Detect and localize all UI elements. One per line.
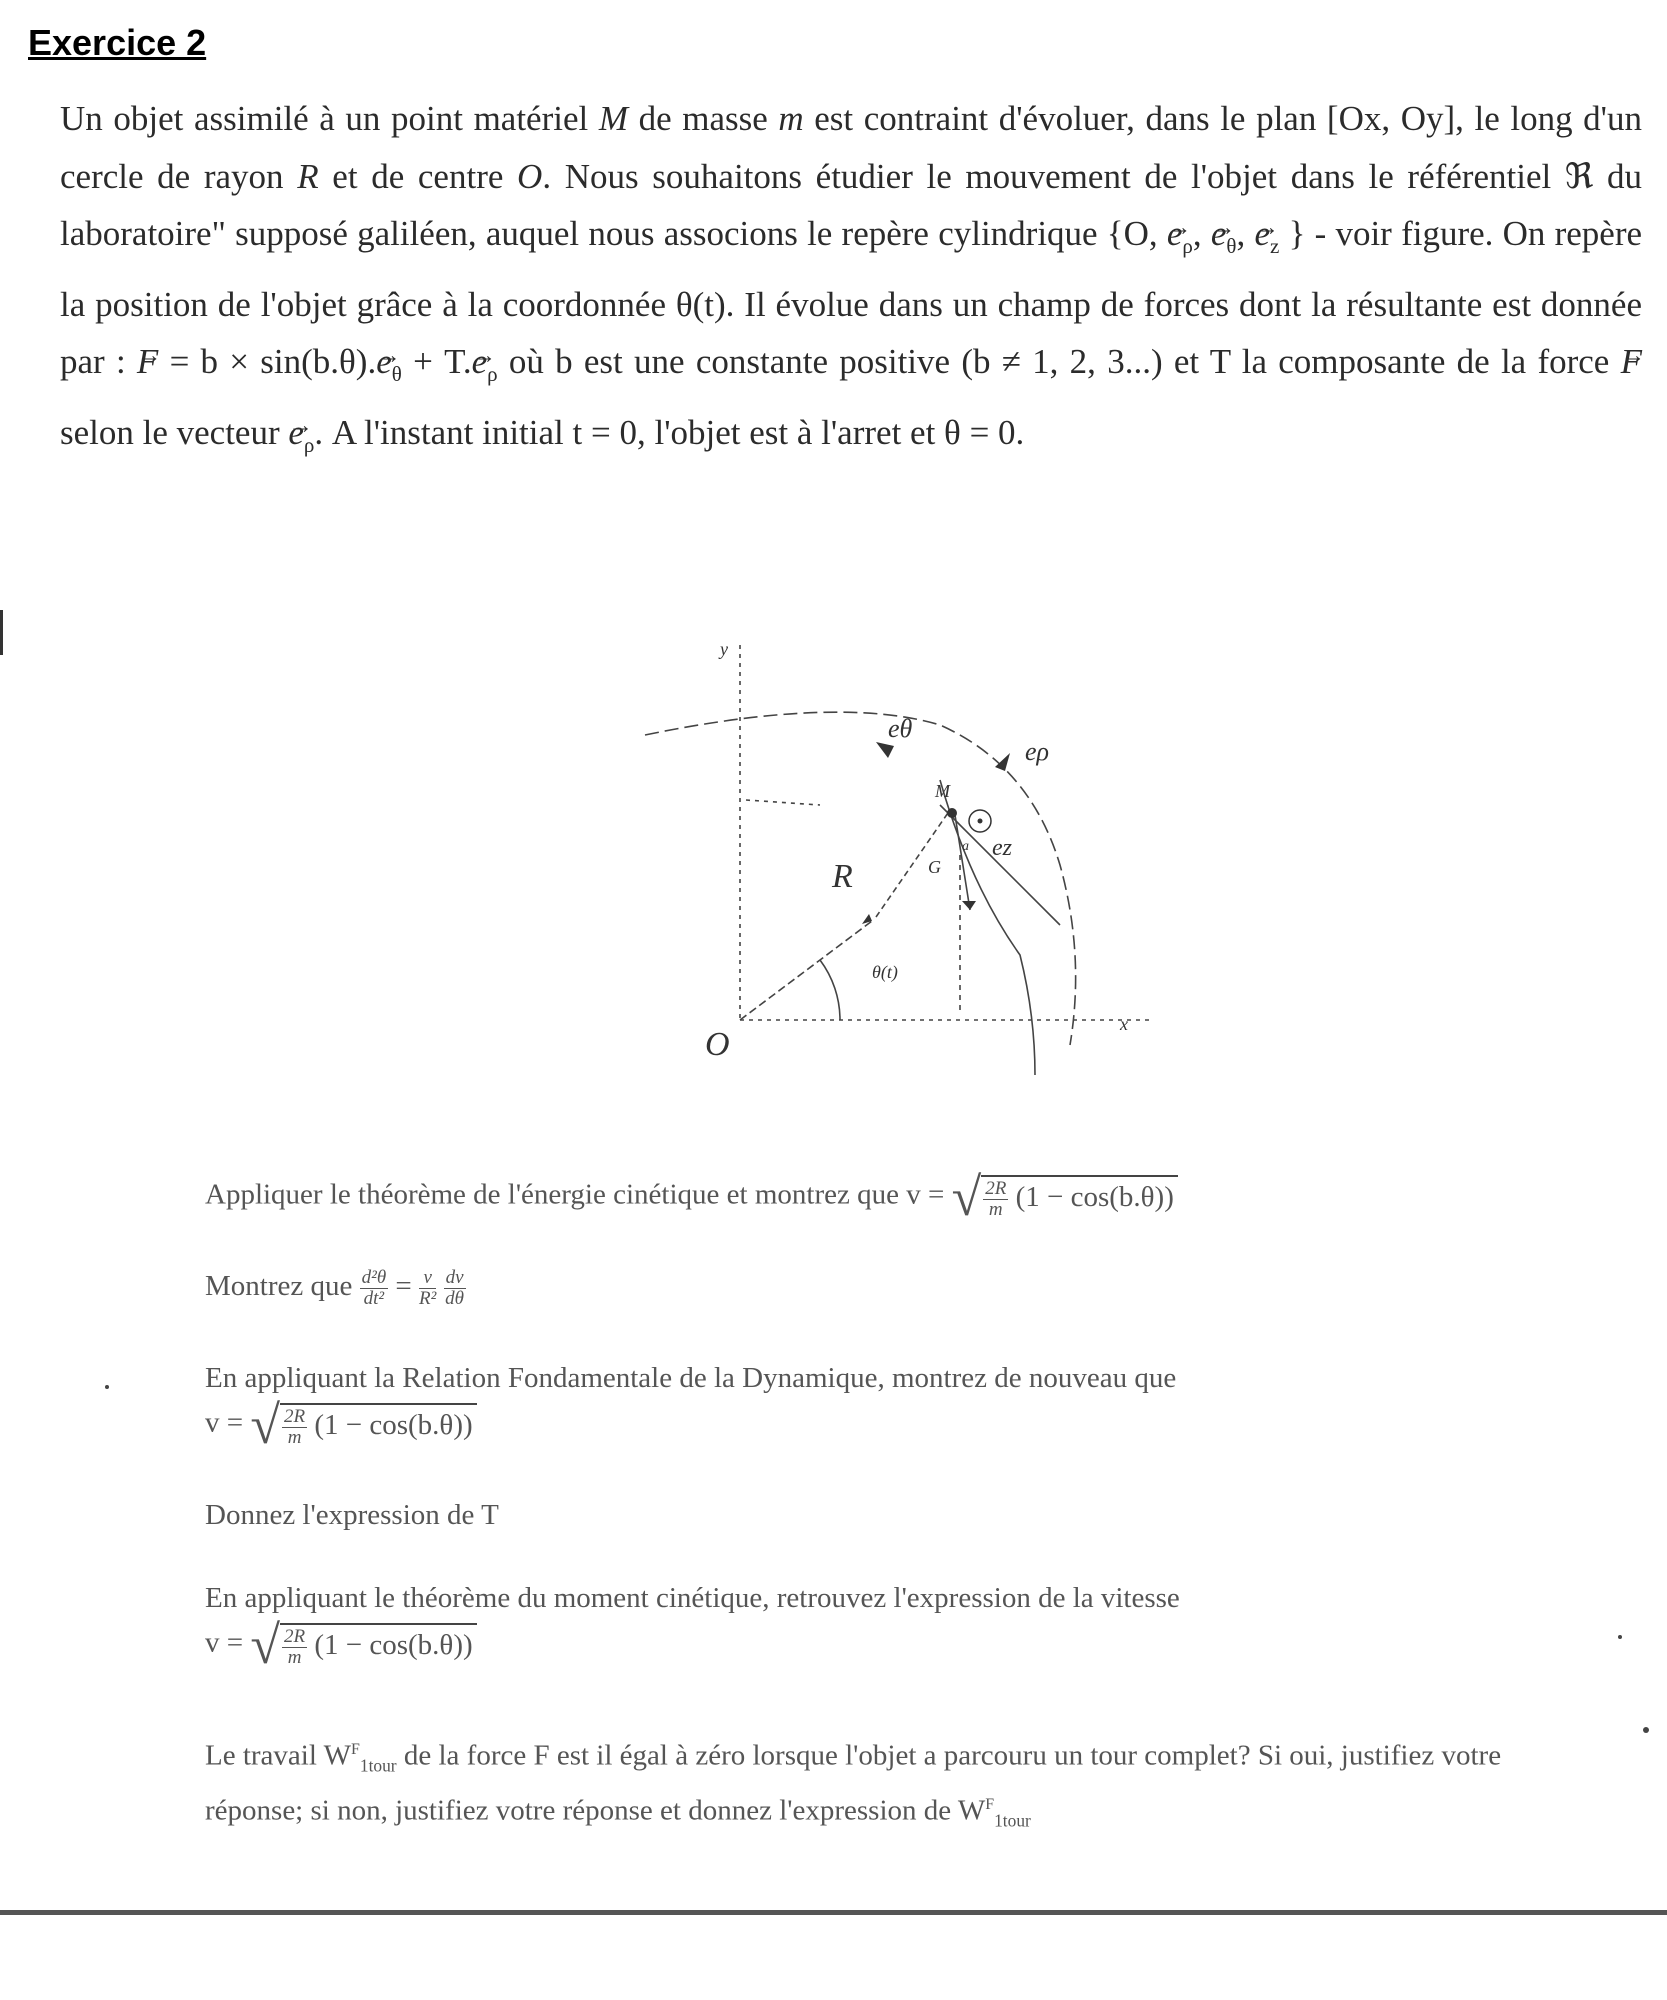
question-6: Le travail $W^F_{1tour}$ de la force F est il égal à zéro lorsque l'objet a parcouru un tour complet? Si oui, justifiez votre réponse; si non, justifiez votre réponse et donnez l'expression de $W^F_{1tour}$ <box>205 1739 1502 1831</box>
label-x: x <box>1120 1014 1128 1034</box>
trajectory-arc <box>940 780 1035 1075</box>
weight-vector <box>955 815 970 910</box>
angle-arc <box>820 960 840 1020</box>
question-3-formula: v = √ $\frac{2R}{m}$ (1 − cos(b.θ)) <box>205 1398 477 1452</box>
label-etheta: eθ <box>888 714 913 743</box>
label-erho: eρ <box>1025 737 1050 766</box>
ez-symbol-dot <box>978 819 983 824</box>
margin-mark <box>0 610 3 655</box>
question-5-formula: v = √ $\frac{2R}{m}$ (1 − cos(b.θ)) <box>205 1618 477 1672</box>
label-O: O <box>705 1026 730 1063</box>
speck <box>105 1385 109 1389</box>
label-y: y <box>720 639 728 659</box>
exercise-title: Exercice 2 <box>28 22 207 63</box>
question-3: En appliquant la Relation Fondamentale de la Dynamique, montrez de nouveau que <box>205 1362 1177 1394</box>
point-M <box>947 808 957 818</box>
motion-figure <box>640 625 1180 1145</box>
problem-statement: Un objet assimilé à un point matériel M de masse m est contraint d'évoluer, dans le plan [Ox, Oy], le long d'un cercle de rayon R et de centre O. Nous souhaitons étudier le mouvement de l'objet dans le référentiel ℜ du laboratoire" supposé galiléen, auquel nous associons le repère cylindrique {O, → $e_\rho$, → $e_\theta$, → $e_z$ } - voir figure. On repère la position de l'objet grâce à la coordonnée θ(t). Il évolue dans un champ de forces dont la résultante est donnée par : → $F = b \times \sin(b.\theta).\to e_\theta + T.\to e_\rho$ où b est une constante positive (b ≠ 1, 2, 3...) et T la composante de la force → F selon le vecteur → $e_\rho$. A l'instant initial t = 0, l'objet est à l'arret et θ = 0. <box>60 90 1642 474</box>
circle-arc <box>645 712 1076 1045</box>
question-5: En appliquant le théorème du moment cinétique, retrouvez l'expression de la vitesse <box>205 1582 1180 1614</box>
label-G: G <box>928 857 941 877</box>
sqrt-expression: √ $\frac{2R}{m}$ (1 − cos(b.θ)) <box>952 1170 1178 1224</box>
bottom-rule <box>0 1910 1667 1915</box>
label-R: R <box>832 858 853 895</box>
dashed-height <box>746 800 820 805</box>
radius-line <box>740 921 872 1020</box>
tangent-line <box>940 805 1060 925</box>
speck <box>1618 1635 1622 1639</box>
question-2: Montrez que $\frac{\text{d²θ}}{\text{dt²}}$ = $\frac{v}{\text{R²}}$ $\frac{dv}{d\theta}$ <box>205 1267 464 1309</box>
speck <box>1643 1727 1649 1733</box>
question-1: Appliquer le théorème de l'énergie cinétique et montrez que v = √ $\frac{2R}{m}$ (1 − cos(b.θ)) <box>205 1170 1178 1224</box>
label-theta-t: θ(t) <box>872 962 898 982</box>
etheta-arrowhead <box>876 742 894 758</box>
label-ez: ez <box>992 835 1012 861</box>
label-a: a <box>962 839 969 854</box>
question-4: Donnez l'expression de T <box>205 1499 499 1531</box>
label-M: M <box>935 781 950 801</box>
weight-arrowhead <box>962 901 976 910</box>
